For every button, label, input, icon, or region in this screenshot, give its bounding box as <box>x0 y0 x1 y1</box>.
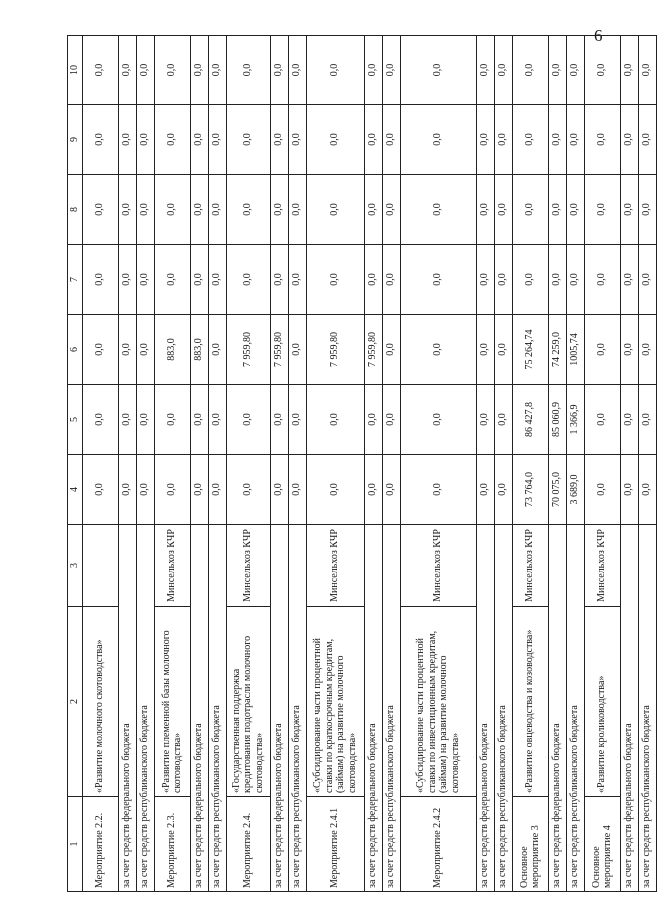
table-row-source <box>208 36 226 892</box>
value-cell: 7 959,80 <box>364 315 382 385</box>
value-cell: 0,0 <box>638 455 656 525</box>
header-cell: 3 <box>68 525 83 607</box>
measure-name: «Развитие овцеводства и козоводства» <box>512 607 548 797</box>
funding-source: за счет средств республиканского бюджета <box>566 525 584 892</box>
value-cell: 0,0 <box>226 175 270 245</box>
value-cell: 0,0 <box>118 385 136 455</box>
value-cell: 0,0 <box>476 175 494 245</box>
table-row-measure <box>82 36 118 892</box>
table-row-measure <box>226 36 270 892</box>
value-cell: 85 060,9 <box>548 385 566 455</box>
value-cell: 0,0 <box>494 455 512 525</box>
funding-source: за счет средств федерального бюджета <box>118 525 136 892</box>
value-cell: 0,0 <box>476 385 494 455</box>
value-cell: 0,0 <box>208 315 226 385</box>
value-cell: 0,0 <box>270 175 288 245</box>
value-cell: 0,0 <box>620 455 638 525</box>
value-cell: 0,0 <box>306 245 364 315</box>
value-cell: 0,0 <box>566 245 584 315</box>
value-cell: 0,0 <box>364 455 382 525</box>
executor: Минсельхоз КЧР <box>400 525 476 607</box>
value-cell: 0,0 <box>494 245 512 315</box>
value-cell: 3 689,0 <box>566 455 584 525</box>
measure-kind: Мероприятие 2.4.1 <box>306 797 364 892</box>
header-cell: 4 <box>68 455 83 525</box>
value-cell: 0,0 <box>364 245 382 315</box>
value-cell: 0,0 <box>288 385 306 455</box>
funding-source: за счет средств республиканского бюджета <box>638 525 656 892</box>
value-cell: 0,0 <box>638 175 656 245</box>
value-cell: 0,0 <box>154 245 190 315</box>
funding-source: за счет средств республиканского бюджета <box>136 525 154 892</box>
value-cell: 0,0 <box>306 385 364 455</box>
value-cell: 0,0 <box>620 36 638 105</box>
value-cell: 0,0 <box>226 105 270 175</box>
value-cell: 0,0 <box>512 245 548 315</box>
table-row-measure <box>584 36 620 892</box>
value-cell: 0,0 <box>382 36 400 105</box>
value-cell: 0,0 <box>494 315 512 385</box>
value-cell: 0,0 <box>364 36 382 105</box>
executor: Минсельхоз КЧР <box>154 525 190 607</box>
header-cell: 7 <box>68 245 83 315</box>
value-cell: 0,0 <box>226 245 270 315</box>
value-cell: 0,0 <box>226 455 270 525</box>
value-cell: 0,0 <box>512 105 548 175</box>
table-row-measure <box>400 36 476 892</box>
header-cell: 2 <box>68 607 83 797</box>
executor: Минсельхоз КЧР <box>306 525 364 607</box>
value-cell: 0,0 <box>190 245 208 315</box>
value-cell: 0,0 <box>270 385 288 455</box>
table-row-source <box>190 36 208 892</box>
executor: Минсельхоз КЧР <box>226 525 270 607</box>
value-cell: 0,0 <box>118 245 136 315</box>
value-cell: 73 764,0 <box>512 455 548 525</box>
funding-source: за счет средств федерального бюджета <box>364 525 382 892</box>
value-cell: 0,0 <box>136 36 154 105</box>
value-cell: 0,0 <box>400 245 476 315</box>
header-row <box>68 36 83 892</box>
value-cell: 0,0 <box>288 105 306 175</box>
value-cell: 0,0 <box>494 175 512 245</box>
value-cell: 0,0 <box>400 385 476 455</box>
value-cell: 0,0 <box>512 36 548 105</box>
executor: Минсельхоз КЧР <box>584 525 620 607</box>
value-cell: 0,0 <box>400 105 476 175</box>
value-cell: 1005,74 <box>566 315 584 385</box>
value-cell: 0,0 <box>306 455 364 525</box>
value-cell: 0,0 <box>306 175 364 245</box>
value-cell: 883,0 <box>154 315 190 385</box>
value-cell: 0,0 <box>154 385 190 455</box>
table-row-source <box>638 36 656 892</box>
funding-source: за счет средств федерального бюджета <box>548 525 566 892</box>
value-cell: 0,0 <box>82 315 118 385</box>
value-cell: 0,0 <box>584 315 620 385</box>
value-cell: 0,0 <box>136 385 154 455</box>
value-cell: 0,0 <box>548 175 566 245</box>
value-cell: 0,0 <box>190 385 208 455</box>
value-cell: 0,0 <box>118 36 136 105</box>
value-cell: 0,0 <box>190 36 208 105</box>
value-cell: 0,0 <box>584 36 620 105</box>
header-cell: 5 <box>68 385 83 455</box>
table-row-source <box>548 36 566 892</box>
table-row-source <box>620 36 638 892</box>
value-cell: 0,0 <box>382 105 400 175</box>
value-cell: 0,0 <box>306 36 364 105</box>
value-cell: 0,0 <box>288 36 306 105</box>
value-cell: 0,0 <box>82 385 118 455</box>
funding-source: за счет средств республиканского бюджета <box>494 525 512 892</box>
value-cell: 0,0 <box>476 245 494 315</box>
value-cell: 0,0 <box>82 105 118 175</box>
executor <box>82 525 118 607</box>
value-cell: 0,0 <box>154 36 190 105</box>
value-cell: 0,0 <box>288 455 306 525</box>
measure-kind: Мероприятие 2.3. <box>154 797 190 892</box>
measure-kind: Основное мероприятие 4 <box>584 797 620 892</box>
table-row-source <box>364 36 382 892</box>
value-cell: 0,0 <box>476 36 494 105</box>
measure-kind: Основное мероприятие 3 <box>512 797 548 892</box>
funding-source: за счет средств федерального бюджета <box>620 525 638 892</box>
value-cell: 0,0 <box>382 385 400 455</box>
value-cell: 0,0 <box>208 455 226 525</box>
value-cell: 0,0 <box>566 175 584 245</box>
value-cell: 0,0 <box>270 245 288 315</box>
page-number: 6 <box>594 26 603 45</box>
value-cell: 0,0 <box>638 315 656 385</box>
value-cell: 0,0 <box>620 245 638 315</box>
measure-name: «Субсидирование части процентной ставки по краткосрочным кредитам, (займам) на развитие молочного скотоводства» <box>306 607 364 797</box>
table-row-source <box>288 36 306 892</box>
value-cell: 0,0 <box>270 455 288 525</box>
measure-kind: Мероприятие 2.2. <box>82 797 118 892</box>
value-cell: 0,0 <box>494 105 512 175</box>
value-cell: 0,0 <box>118 315 136 385</box>
value-cell: 7 959,80 <box>270 315 288 385</box>
value-cell: 0,0 <box>584 245 620 315</box>
value-cell: 0,0 <box>638 385 656 455</box>
value-cell: 7 959,80 <box>306 315 364 385</box>
measure-name: «Развитие кролиководства» <box>584 607 620 797</box>
value-cell: 0,0 <box>364 105 382 175</box>
value-cell: 0,0 <box>118 175 136 245</box>
value-cell: 74 259,0 <box>548 315 566 385</box>
table-row-source <box>566 36 584 892</box>
value-cell: 0,0 <box>208 36 226 105</box>
value-cell: 0,0 <box>136 315 154 385</box>
funding-source: за счет средств федерального бюджета <box>270 525 288 892</box>
value-cell: 0,0 <box>136 105 154 175</box>
value-cell: 0,0 <box>382 315 400 385</box>
funding-source: за счет средств республиканского бюджета <box>382 525 400 892</box>
value-cell: 0,0 <box>136 175 154 245</box>
value-cell: 0,0 <box>364 385 382 455</box>
table-row-measure <box>512 36 548 892</box>
value-cell: 0,0 <box>584 385 620 455</box>
value-cell: 0,0 <box>364 175 382 245</box>
value-cell: 0,0 <box>208 385 226 455</box>
table-row-source <box>382 36 400 892</box>
value-cell: 0,0 <box>136 455 154 525</box>
value-cell: 0,0 <box>566 36 584 105</box>
budget-table <box>67 35 657 892</box>
value-cell: 0,0 <box>584 455 620 525</box>
header-cell: 9 <box>68 105 83 175</box>
value-cell: 0,0 <box>476 315 494 385</box>
value-cell: 0,0 <box>548 105 566 175</box>
value-cell: 0,0 <box>190 455 208 525</box>
table-row-source <box>136 36 154 892</box>
value-cell: 0,0 <box>288 175 306 245</box>
value-cell: 0,0 <box>566 105 584 175</box>
value-cell: 883,0 <box>190 315 208 385</box>
value-cell: 70 075,0 <box>548 455 566 525</box>
value-cell: 0,0 <box>208 175 226 245</box>
value-cell: 0,0 <box>382 245 400 315</box>
header-cell: 1 <box>68 797 83 892</box>
header-cell: 6 <box>68 315 83 385</box>
value-cell: 7 959,80 <box>226 315 270 385</box>
value-cell: 0,0 <box>154 455 190 525</box>
measure-kind: Мероприятие 2.4.2 <box>400 797 476 892</box>
value-cell: 0,0 <box>118 105 136 175</box>
header-cell: 8 <box>68 175 83 245</box>
rotated-table-container <box>67 36 653 892</box>
measure-name: «Субсидирование части процентной ставки по инвестиционным кредитам, (займам) на развитие молочного скотоводства» <box>400 607 476 797</box>
value-cell: 0,0 <box>82 175 118 245</box>
funding-source: за счет средств федерального бюджета <box>476 525 494 892</box>
table-row-source <box>476 36 494 892</box>
value-cell: 0,0 <box>270 105 288 175</box>
table-row-measure <box>306 36 364 892</box>
value-cell: 0,0 <box>306 105 364 175</box>
value-cell: 0,0 <box>154 175 190 245</box>
value-cell: 0,0 <box>190 105 208 175</box>
value-cell: 0,0 <box>400 315 476 385</box>
value-cell: 0,0 <box>82 245 118 315</box>
value-cell: 0,0 <box>638 36 656 105</box>
value-cell: 0,0 <box>494 36 512 105</box>
value-cell: 0,0 <box>208 105 226 175</box>
value-cell: 0,0 <box>288 315 306 385</box>
value-cell: 0,0 <box>620 385 638 455</box>
value-cell: 0,0 <box>638 105 656 175</box>
value-cell: 0,0 <box>400 455 476 525</box>
value-cell: 0,0 <box>208 245 226 315</box>
measure-name: «Развитие молочного скотоводства» <box>82 607 118 797</box>
value-cell: 0,0 <box>226 36 270 105</box>
value-cell: 0,0 <box>400 175 476 245</box>
value-cell: 0,0 <box>638 245 656 315</box>
value-cell: 75 264,74 <box>512 315 548 385</box>
table-row-source <box>270 36 288 892</box>
value-cell: 0,0 <box>476 455 494 525</box>
value-cell: 0,0 <box>82 455 118 525</box>
header-cell: 10 <box>68 36 83 105</box>
value-cell: 0,0 <box>190 175 208 245</box>
value-cell: 0,0 <box>548 245 566 315</box>
value-cell: 0,0 <box>118 455 136 525</box>
value-cell: 0,0 <box>620 315 638 385</box>
funding-source: за счет средств республиканского бюджета <box>288 525 306 892</box>
value-cell: 0,0 <box>82 36 118 105</box>
executor: Минсельхоз КЧР <box>512 525 548 607</box>
value-cell: 0,0 <box>270 36 288 105</box>
value-cell: 0,0 <box>400 36 476 105</box>
measure-kind: Мероприятие 2.4. <box>226 797 270 892</box>
value-cell: 0,0 <box>382 455 400 525</box>
funding-source: за счет средств федерального бюджета <box>190 525 208 892</box>
value-cell: 0,0 <box>620 105 638 175</box>
measure-name: «Государственная поддержка кредитования подотрасли молочного скотоводства» <box>226 607 270 797</box>
value-cell: 0,0 <box>476 105 494 175</box>
value-cell: 0,0 <box>154 105 190 175</box>
table-row-source <box>118 36 136 892</box>
value-cell: 0,0 <box>136 245 154 315</box>
value-cell: 0,0 <box>512 175 548 245</box>
value-cell: 0,0 <box>494 385 512 455</box>
value-cell: 0,0 <box>226 385 270 455</box>
value-cell: 0,0 <box>584 175 620 245</box>
value-cell: 1 366,9 <box>566 385 584 455</box>
value-cell: 0,0 <box>382 175 400 245</box>
table-row-source <box>494 36 512 892</box>
value-cell: 0,0 <box>288 245 306 315</box>
value-cell: 0,0 <box>548 36 566 105</box>
funding-source: за счет средств республиканского бюджета <box>208 525 226 892</box>
value-cell: 86 427,8 <box>512 385 548 455</box>
value-cell: 0,0 <box>584 105 620 175</box>
measure-name: «Развитие племенной базы молочного скотоводства» <box>154 607 190 797</box>
value-cell: 0,0 <box>620 175 638 245</box>
table-row-measure <box>154 36 190 892</box>
